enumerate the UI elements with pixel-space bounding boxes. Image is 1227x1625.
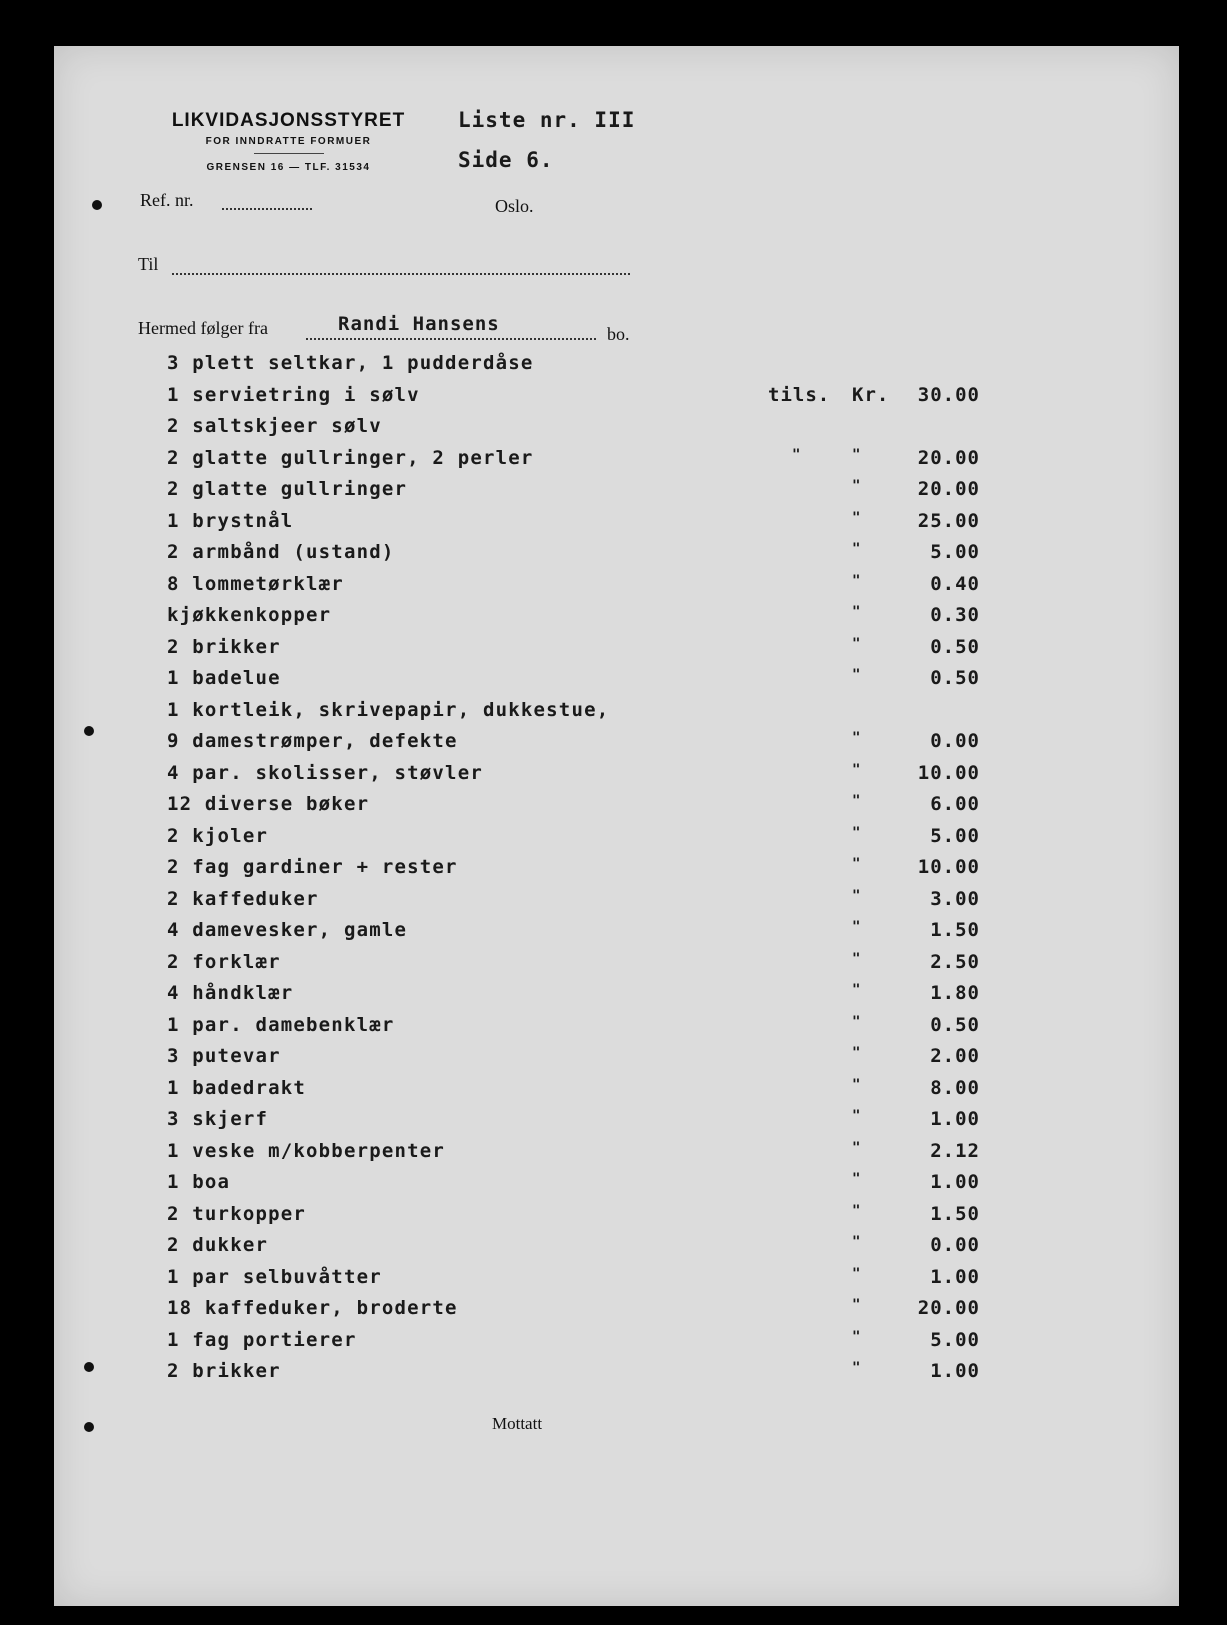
list-item [54,793,1179,823]
item-amount: 0.40 [930,572,980,595]
item-amount: 30.00 [917,383,980,406]
item-ditto-mark: " [852,604,861,620]
item-description: 4 damevesker, gamle [167,919,408,941]
list-item [54,919,1179,949]
list-item [54,541,1179,571]
item-ditto-mark: " [852,730,861,746]
city-label: Oslo. [495,196,534,216]
item-ditto-mark: " [792,446,801,463]
punch-hole-mark [84,1422,94,1432]
letterhead [146,110,431,173]
list-item [54,1140,1179,1170]
item-ditto-mark: " [852,1139,861,1156]
item-amount: 1.00 [930,1360,980,1382]
list-item [54,951,1179,981]
list-item [54,1045,1179,1075]
item-ditto-mark: " [852,919,861,935]
item-ditto-mark: " [852,478,861,494]
letterhead-subtitle: FOR INNDRATTE FORMUER [205,136,372,147]
item-amount: 2.00 [930,1045,980,1067]
item-ditto-mark: " [852,1045,861,1061]
ref-label: Ref. nr. [140,190,194,210]
item-description: 1 fag portierer [167,1328,357,1351]
item-ditto-mark: " [852,1265,861,1282]
item-ditto-mark: " [852,1360,861,1376]
item-description: 1 servietring i sølv [167,383,420,406]
item-description: 2 dukker [167,1234,269,1256]
item-ditto-mark: " [852,824,861,841]
item-ditto-mark: " [852,1108,861,1124]
to-field-dots [172,261,630,275]
footer-received: Mottatt [492,1414,543,1433]
item-description: 2 brikker [167,635,281,658]
letterhead-rule [254,153,324,154]
item-description: 2 fag gardiner + rester [167,856,458,878]
item-amount: 5.00 [930,824,980,847]
list-item [54,573,1179,603]
item-description: 3 plett seltkar, 1 pudderdåse [167,352,534,374]
from-label: Hermed følger fra [138,318,268,338]
item-ditto-mark: " [852,982,861,998]
item-amount: 5.00 [930,1328,980,1351]
item-amount: 20.00 [917,478,980,500]
item-amount: 1.00 [930,1171,980,1193]
item-amount: 1.00 [930,1265,980,1288]
list-item [54,762,1179,792]
item-amount: 8.00 [930,1076,980,1099]
list-item [54,888,1179,918]
list-item [54,1077,1179,1107]
from-name: Randi Hansens [338,313,500,335]
item-amount: 3.00 [930,887,980,910]
item-amount: 10.00 [917,761,980,784]
item-description: 2 saltskjeer sølv [167,415,382,437]
item-description: 12 diverse bøker [167,793,370,815]
item-ditto-mark: " [852,509,861,526]
item-description: 1 brystnål [167,509,294,532]
list-item [54,636,1179,666]
item-amount: 1.50 [930,1202,980,1225]
from-suffix: bo. [607,324,630,344]
item-ditto-mark: " [852,1297,861,1313]
list-item [54,856,1179,886]
item-ditto-mark: " [852,1328,861,1345]
item-description: 1 badelue [167,667,281,689]
item-description: 1 veske m/kobberpenter [167,1139,446,1162]
item-description: 3 skjerf [167,1108,269,1130]
item-amount: 6.00 [930,793,980,815]
list-item [54,352,1179,382]
item-currency-label: Kr. [852,383,890,406]
item-amount: 0.50 [930,667,980,689]
item-description: 2 forklær [167,950,281,973]
list-item [54,478,1179,508]
list-item [54,1108,1179,1138]
item-ditto-mark: " [852,1013,861,1030]
item-amount: 25.00 [917,509,980,532]
list-number: Liste nr. III [458,108,636,132]
list-item [54,447,1179,477]
item-ditto-mark: " [852,446,861,463]
page-number: Side 6. [458,148,554,172]
item-amount: 10.00 [917,856,980,878]
item-amount: 5.00 [930,541,980,563]
item-ditto-mark: " [852,856,861,872]
list-item [54,730,1179,760]
item-description: 1 par selbuvåtter [167,1265,382,1288]
list-item [54,604,1179,634]
list-item [54,1203,1179,1233]
list-item [54,1297,1179,1327]
item-ditto-mark: " [852,793,861,809]
item-amount: 0.00 [930,1234,980,1256]
to-label: Til [138,254,159,274]
item-description: 2 turkopper [167,1202,307,1225]
item-amount: 0.00 [930,730,980,752]
list-item [54,825,1179,855]
item-ditto-mark: " [852,635,861,652]
item-ditto-mark: " [852,1076,861,1093]
item-description: 2 brikker [167,1360,281,1382]
item-amount: 20.00 [917,1297,980,1319]
item-amount: 1.50 [930,919,980,941]
ref-field-dots [222,196,312,210]
item-description: kjøkkenkopper [167,604,332,626]
item-description: 2 glatte gullringer [167,478,408,500]
item-amount: 2.12 [930,1139,980,1162]
item-tils-label: tils. [768,383,831,406]
item-amount: 2.50 [930,950,980,973]
item-ditto-mark: " [852,1234,861,1250]
list-item [54,1329,1179,1359]
list-item [54,415,1179,445]
punch-hole-mark [92,200,102,210]
item-amount: 20.00 [917,446,980,469]
item-amount: 0.50 [930,635,980,658]
list-item [54,1360,1179,1390]
list-item [54,699,1179,729]
item-description: 1 kortleik, skrivepapir, dukkestue, [167,698,610,721]
item-ditto-mark: " [852,572,861,589]
item-amount: 0.50 [930,1013,980,1036]
item-description: 1 boa [167,1171,231,1193]
list-item [54,384,1179,414]
item-description: 2 glatte gullringer, 2 perler [167,446,534,469]
list-item [54,1014,1179,1044]
item-amount: 1.00 [930,1108,980,1130]
letterhead-org: LIKVIDASJONSSTYRET [171,110,406,131]
item-ditto-mark: " [852,541,861,557]
item-description: 1 par. damebenklær [167,1013,395,1036]
item-description: 4 par. skolisser, støvler [167,761,483,784]
list-item [54,667,1179,697]
item-ditto-mark: " [852,950,861,967]
item-description: 4 håndklær [167,982,294,1004]
item-description: 8 lommetørklær [167,572,344,595]
item-ditto-mark: " [852,1202,861,1219]
item-ditto-mark: " [852,1171,861,1187]
list-item [54,510,1179,540]
item-description: 2 kaffeduker [167,887,319,910]
item-description: 1 badedrakt [167,1076,307,1099]
item-description: 9 damestrømper, defekte [167,730,458,752]
item-amount: 1.80 [930,982,980,1004]
item-amount: 0.30 [930,604,980,626]
document-page [54,46,1179,1606]
item-description: 18 kaffeduker, broderte [167,1297,458,1319]
item-ditto-mark: " [852,667,861,683]
letterhead-address: GRENSEN 16 — TLF. 31534 [206,162,371,173]
item-description: 2 kjoler [167,824,269,847]
item-ditto-mark: " [852,761,861,778]
item-description: 2 armbånd (ustand) [167,541,395,563]
list-item [54,1234,1179,1264]
list-item [54,1266,1179,1296]
list-item [54,1171,1179,1201]
item-description: 3 putevar [167,1045,281,1067]
list-item [54,982,1179,1012]
item-ditto-mark: " [852,887,861,904]
